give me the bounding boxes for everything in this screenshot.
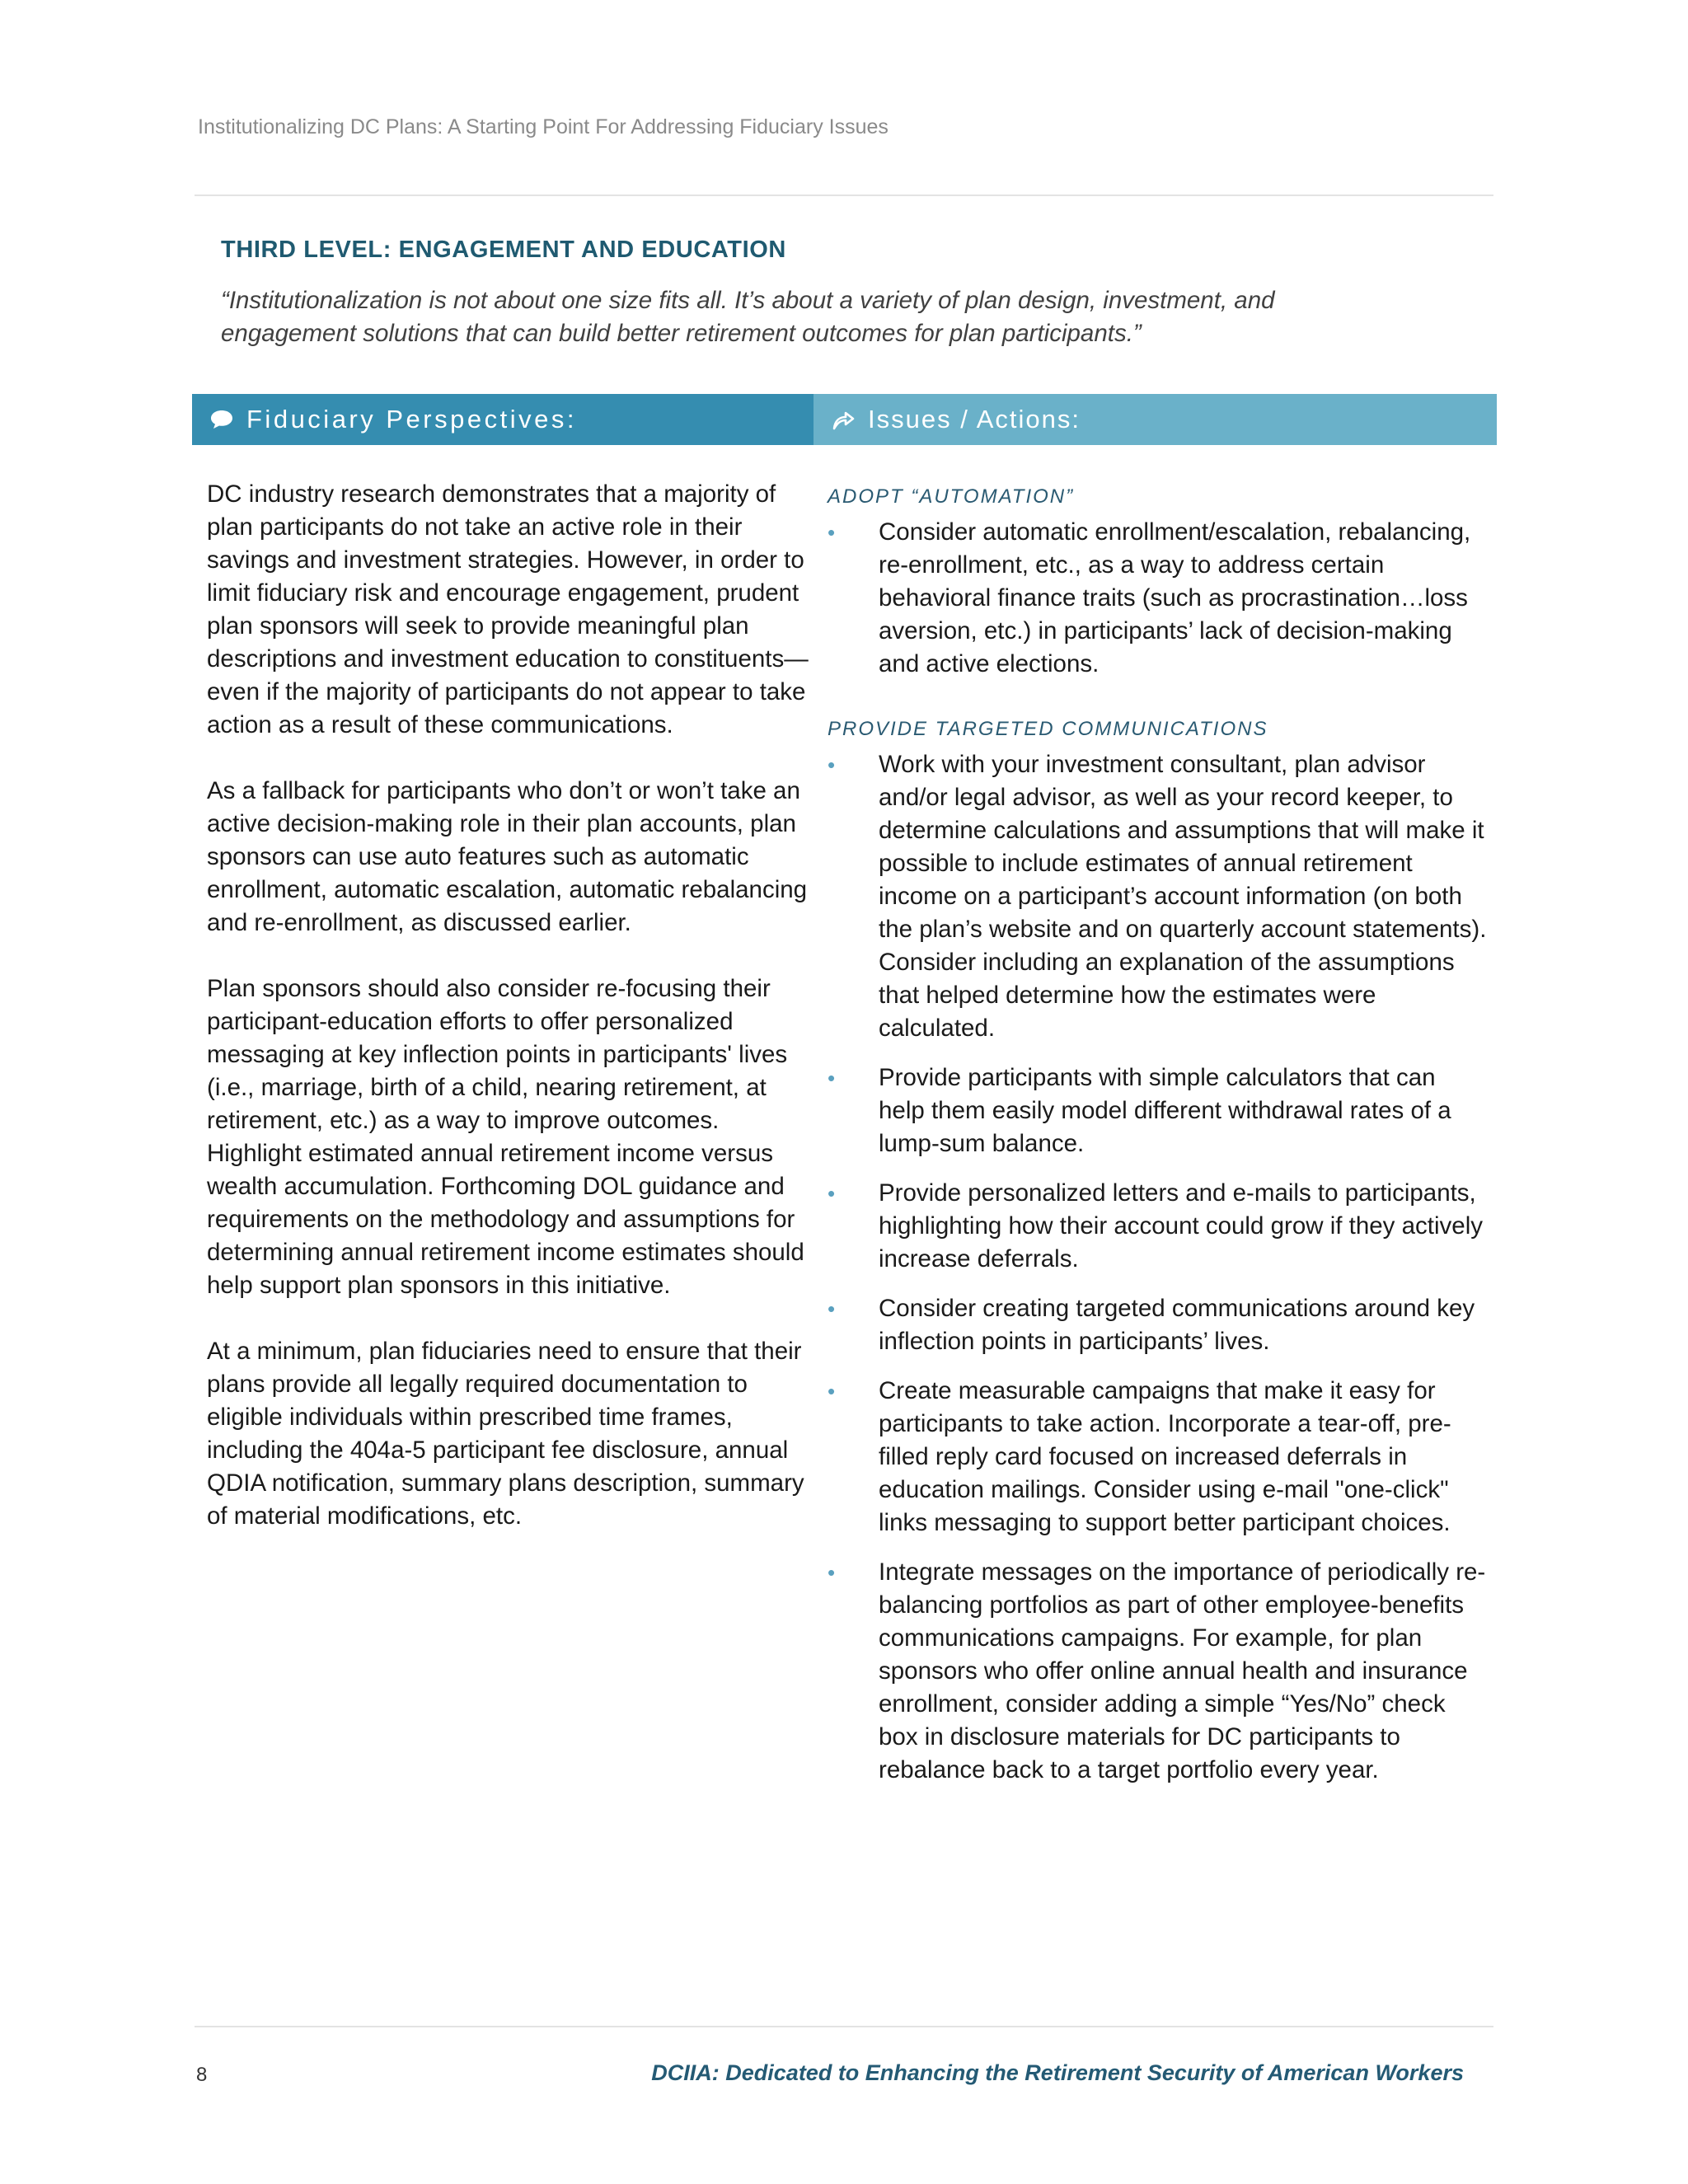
perspective-paragraph: Plan sponsors should also consider re-focusing their participant-education efforts to offer personalized messaging at key inflection points in participants' lives (i.e., marriage, birth of a child, nearing retirement, at retirement, etc.) as a way to improve outcomes. Highlight estimated annual retirement income versus wealth accumulation. Forthcoming DOL guidance and requirements on the methodology and assumptions for determining annual retirement income estimates should help support plan sponsors in this initiative.	[207, 975, 804, 1299]
automation-list	[828, 516, 1487, 681]
bullet-icon: •	[828, 520, 836, 545]
issues-actions-label: Issues / Actions:	[868, 405, 1081, 434]
perspective-paragraph: DC industry research demonstrates that a majority of plan participants do not take an active role in their savings and investment strategies. However, in order to limit fiduciary risk and encourage engagement, prudent plan sponsors will seek to provide meaningful plan descriptions and investment education to constituents—even if the majority of participants do not appear to take action as a result of these communications.	[207, 480, 809, 738]
pull-quote: “Institutionalization is not about one size fits all. It’s about a variety of plan design, investment, and engagement solutions that can build better retirement outcomes for plan participants.”	[221, 287, 1275, 347]
header-divider	[195, 194, 1493, 196]
list-item-text: Consider automatic enrollment/escalation, rebalancing, re-enrollment, etc., as a way to address certain behavioral finance traits (such as procrastination…loss aversion, etc.) in participants’ lack of decision-making and active elections.	[879, 518, 1471, 677]
share-arrow-icon	[830, 406, 856, 433]
running-header: Institutionalizing DC Plans: A Starting Point For Addressing Fiduciary Issues	[198, 115, 889, 138]
fiduciary-perspectives-column	[207, 478, 809, 1566]
bullet-icon: •	[828, 1379, 836, 1404]
perspective-paragraph: As a fallback for participants who don’t or won’t take an active decision-making role in their plan accounts, plan sponsors can use auto features such as automatic enrollment, automatic escalation, automatic rebalancing and re-enrollment, as discussed earlier.	[207, 777, 808, 936]
list-item-text: Work with your investment consultant, plan advisor and/or legal advisor, as well as your record keeper, to determine calculations and assumptions that will make it possible to include estimates of annual retirement income on a participant’s account information (on both the plan’s website and on quarterly account statements). Consider including an explanation of the assumptions that helped determine how the estimates were calculated.	[879, 751, 1487, 1042]
communications-list	[828, 748, 1487, 1787]
footer-divider	[195, 2026, 1493, 2027]
issues-actions-band	[814, 394, 1497, 445]
bullet-icon: •	[828, 1560, 836, 1585]
bullet-icon: •	[828, 1296, 836, 1321]
list-item	[828, 1556, 1487, 1787]
bullet-icon: •	[828, 1181, 836, 1206]
bullet-icon: •	[828, 752, 836, 777]
bullet-icon: •	[828, 1066, 836, 1090]
list-item	[828, 1177, 1487, 1276]
list-item-text: Provide personalized letters and e-mails to participants, highlighting how their account could grow if they actively increase deferrals.	[879, 1179, 1483, 1272]
fiduciary-perspectives-band	[192, 394, 814, 445]
footer-tagline: DCIIA: Dedicated to Enhancing the Retirement Security of American Workers	[651, 2060, 1464, 2085]
list-item-text: Integrate messages on the importance of periodically re-balancing portfolios as part of other employee-benefits communications campaigns. For example, for plan sponsors who offer online annual health and insurance enrollment, consider adding a simple “Yes/No” check box in disclosure materials for DC participants to rebalance back to a target portfolio every year.	[879, 1558, 1486, 1783]
list-item-text: Provide participants with simple calculators that can help them easily model different withdrawal rates of a lump-sum balance.	[879, 1064, 1451, 1157]
list-item	[828, 516, 1487, 681]
perspective-paragraph: At a minimum, plan fiduciaries need to ensure that their plans provide all legally required documentation to eligible individuals within prescribed time frames, including the 404a-5 participant fee disclosure, annual QDIA notification, summary plans description, summary of material modifications, etc.	[207, 1338, 804, 1530]
automation-heading: ADOPT “AUTOMATION”	[828, 485, 1075, 508]
section-title: THIRD LEVEL: ENGAGEMENT AND EDUCATION	[221, 237, 786, 263]
speech-bubble-icon	[209, 406, 235, 433]
list-item	[828, 1292, 1487, 1358]
list-item	[828, 1375, 1487, 1540]
list-item-text: Consider creating targeted communications around key inflection points in participants’ lives.	[879, 1295, 1475, 1355]
communications-heading: PROVIDE TARGETED COMMUNICATIONS	[828, 718, 1268, 740]
list-item	[828, 1062, 1487, 1160]
list-item-text: Create measurable campaigns that make it easy for participants to take action. Incorporate a tear-off, pre-filled reply card focused on increased deferrals in education mailings. Consider using e-mail "one-click" links messaging to support better participant choices.	[879, 1377, 1451, 1536]
list-item	[828, 748, 1487, 1045]
issues-actions-column	[828, 483, 1487, 1803]
page-number: 8	[196, 2064, 208, 2086]
fiduciary-perspectives-label: Fiduciary Perspectives:	[246, 405, 577, 434]
